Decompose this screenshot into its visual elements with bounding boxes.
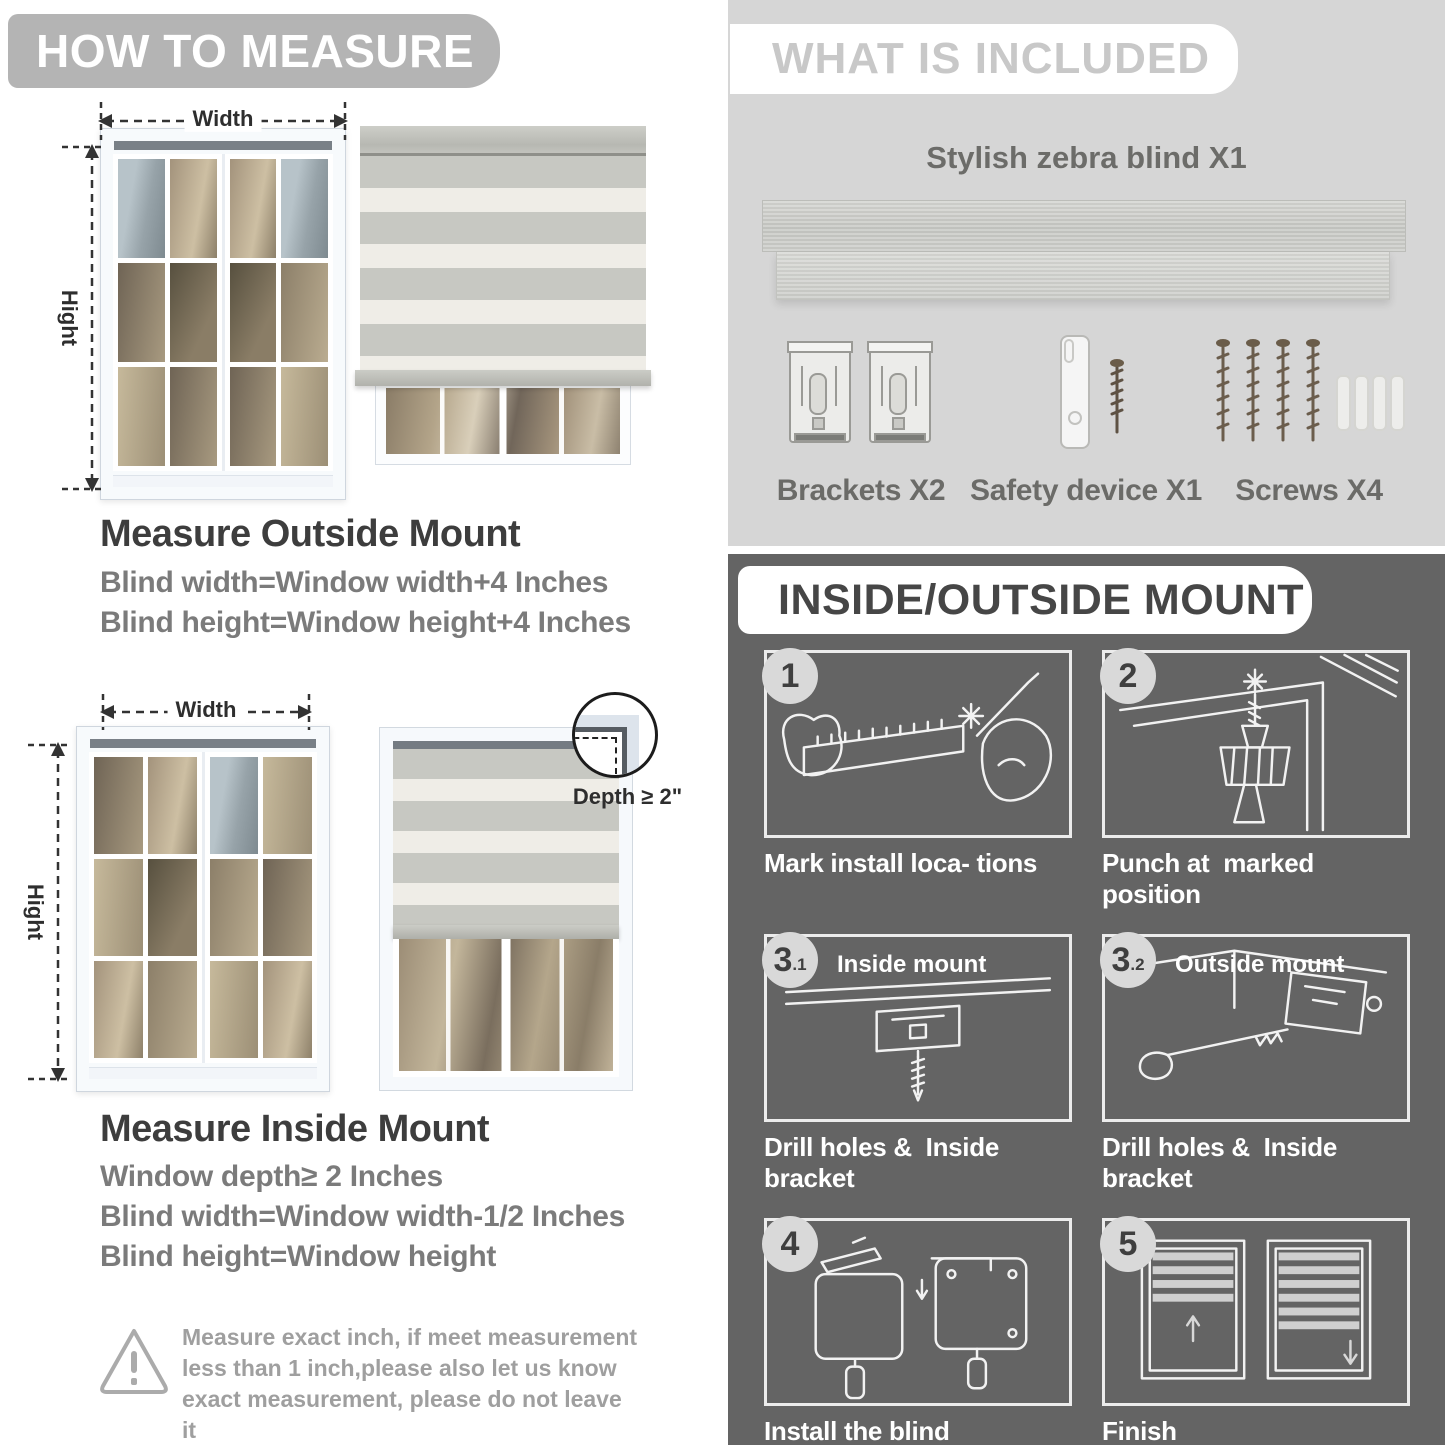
- window-pane: [170, 263, 217, 362]
- width-label: Width: [168, 697, 245, 723]
- measure-warning-text: Measure exact inch, if meet measurement less than 1 inch,please also let us know exact measurement, please do not leave it: [182, 1324, 638, 1443]
- height-label: Hight: [22, 876, 48, 948]
- step-4-box: [764, 1218, 1072, 1406]
- window-sill: [89, 1067, 317, 1079]
- outside-mount-title: Measure Outside Mount: [100, 513, 521, 555]
- depth-detail-magnifier: [572, 692, 658, 778]
- window-pane: [118, 367, 165, 466]
- blind-cassette: [360, 126, 646, 156]
- window-pane: [94, 859, 143, 956]
- included-item-safety-device: [964, 330, 1208, 508]
- screws-label: Screws X4: [1235, 474, 1383, 507]
- step-3-2-box: [1102, 934, 1410, 1122]
- window-pane: [230, 159, 277, 258]
- width-label: Width: [185, 106, 262, 132]
- safety-device-graphic: [1021, 332, 1151, 460]
- step-3-1-caption: Drill holes & Inside bracket: [764, 1132, 1006, 1193]
- included-item-brackets: [758, 330, 964, 508]
- step-3-2-caption: Drill holes & Inside bracket: [1102, 1132, 1344, 1193]
- window-pane: [230, 367, 277, 466]
- window-glass: [386, 388, 620, 454]
- depth-label: Depth ≥ 2": [572, 784, 683, 809]
- window-pane-grid: [89, 752, 202, 1063]
- window-pane: [148, 757, 197, 854]
- window-pane: [118, 159, 165, 258]
- window-pane: [263, 859, 312, 956]
- inside-mount-blind-illustration: [380, 728, 632, 1090]
- window-pane: [148, 859, 197, 956]
- what-is-included-section: [728, 0, 1445, 546]
- window-glass: [393, 939, 619, 1077]
- zebra-blind-fabric: [393, 749, 619, 925]
- window-frame: [380, 728, 632, 1090]
- window-pane: [263, 961, 312, 1058]
- window-pane: [263, 757, 312, 854]
- frame-corner-dashed-line: [572, 737, 617, 778]
- mount-section-header: INSIDE/OUTSIDE MOUNT: [738, 566, 1312, 634]
- how-to-measure-header: HOW TO MEASURE: [8, 14, 500, 88]
- inside-height-formula: Blind height=Window height: [100, 1240, 497, 1273]
- window-pane: [148, 961, 197, 1058]
- blind-bottom-rail: [393, 925, 619, 939]
- inside-outside-mount-section: [728, 554, 1445, 1445]
- window-pane: [210, 859, 259, 956]
- window-sill: [113, 475, 333, 487]
- window-pane: [94, 757, 143, 854]
- window-pane: [170, 159, 217, 258]
- width-dimension-arrow: [94, 102, 352, 142]
- window-track: [90, 739, 316, 748]
- step-3-2-label: Outside mount: [1175, 951, 1345, 978]
- step-1-badge: 1: [762, 648, 818, 704]
- window-behind-blind: [376, 378, 630, 464]
- screws-icon: [1209, 328, 1409, 460]
- outside-width-formula: Blind width=Window width+4 Inches: [100, 566, 609, 599]
- window-pane: [170, 367, 217, 466]
- warning-triangle-graphic: [96, 1324, 172, 1396]
- window-pane: [281, 263, 328, 362]
- step-2-badge: 2: [1100, 648, 1156, 704]
- step-1: [764, 650, 1072, 910]
- zebra-blind-product-label: Stylish zebra blind X1: [926, 140, 1247, 175]
- brackets-label: Brackets X2: [776, 474, 946, 507]
- right-panel: [728, 0, 1445, 1445]
- window-sashes: [89, 752, 317, 1063]
- step-3-1-box: [764, 934, 1072, 1122]
- step-4-caption: Install the blind: [764, 1416, 950, 1445]
- blind-headrail-image: [762, 200, 1406, 300]
- inside-mount-title: Measure Inside Mount: [100, 1108, 490, 1150]
- step-5: [1102, 1218, 1410, 1445]
- window-pane: [210, 961, 259, 1058]
- height-label: Hight: [56, 282, 82, 354]
- step-5-box: [1102, 1218, 1410, 1406]
- blind-bottom-rail: [355, 370, 651, 386]
- step-1-box: [764, 650, 1072, 838]
- window-pane: [210, 757, 259, 854]
- step-3-1-label: Inside mount: [837, 951, 987, 978]
- step-3-1: [764, 934, 1072, 1194]
- safety-device-label: Safety device X1: [969, 474, 1202, 507]
- zebra-blind-fabric: [360, 156, 646, 370]
- step-3-1-badge: 3 .1: [762, 932, 818, 988]
- inside-mount-window-photo: [76, 726, 330, 1092]
- what-is-included-header: WHAT IS INCLUDED: [730, 24, 1238, 94]
- window-pane: [230, 263, 277, 362]
- included-items-row: [758, 330, 1410, 508]
- outside-mount-blind-illustration: [360, 126, 646, 464]
- installation-steps-grid: [764, 650, 1410, 1445]
- step-3-2-badge: 3 .2: [1100, 932, 1156, 988]
- width-dimension-arrow: [96, 694, 316, 732]
- window-pane: [281, 367, 328, 466]
- rolled-blind-fabric: [776, 252, 1390, 300]
- step-2: [1102, 650, 1410, 910]
- brackets-icon: [786, 330, 936, 460]
- brackets-graphic: [786, 338, 936, 460]
- window-sashes: [113, 154, 333, 471]
- window-pane: [94, 961, 143, 1058]
- window-pane: [281, 159, 328, 258]
- window-pane: [118, 263, 165, 362]
- step-4-badge: 4: [762, 1216, 818, 1272]
- step-2-box: [1102, 650, 1410, 838]
- step-5-caption: Finish: [1102, 1416, 1177, 1445]
- window-track: [114, 141, 332, 150]
- step-3-2: [1102, 934, 1410, 1194]
- headrail-cassette: [762, 200, 1406, 252]
- window-pane-grid: [225, 154, 334, 471]
- inside-depth-rule: Window depth≥ 2 Inches: [100, 1160, 443, 1193]
- included-item-screws: [1208, 330, 1410, 508]
- inside-width-formula: Blind width=Window width-1/2 Inches: [100, 1200, 626, 1233]
- step-2-caption: Punch at marked position: [1102, 848, 1321, 909]
- window-pane-grid: [113, 154, 222, 471]
- safety-device-icon: [1021, 330, 1151, 460]
- outside-height-formula: Blind height=Window height+4 Inches: [100, 606, 631, 639]
- height-dimension-arrow: [23, 738, 72, 1086]
- step-4: [764, 1218, 1072, 1445]
- step-1-caption: Mark install loca- tions: [764, 848, 1038, 878]
- warning-triangle-icon: [96, 1324, 172, 1401]
- window-pane-grid: [205, 752, 318, 1063]
- outside-mount-window-photo: [100, 128, 346, 500]
- height-dimension-arrow: [57, 140, 106, 496]
- screws-graphic: [1209, 328, 1409, 460]
- step-5-badge: 5: [1100, 1216, 1156, 1272]
